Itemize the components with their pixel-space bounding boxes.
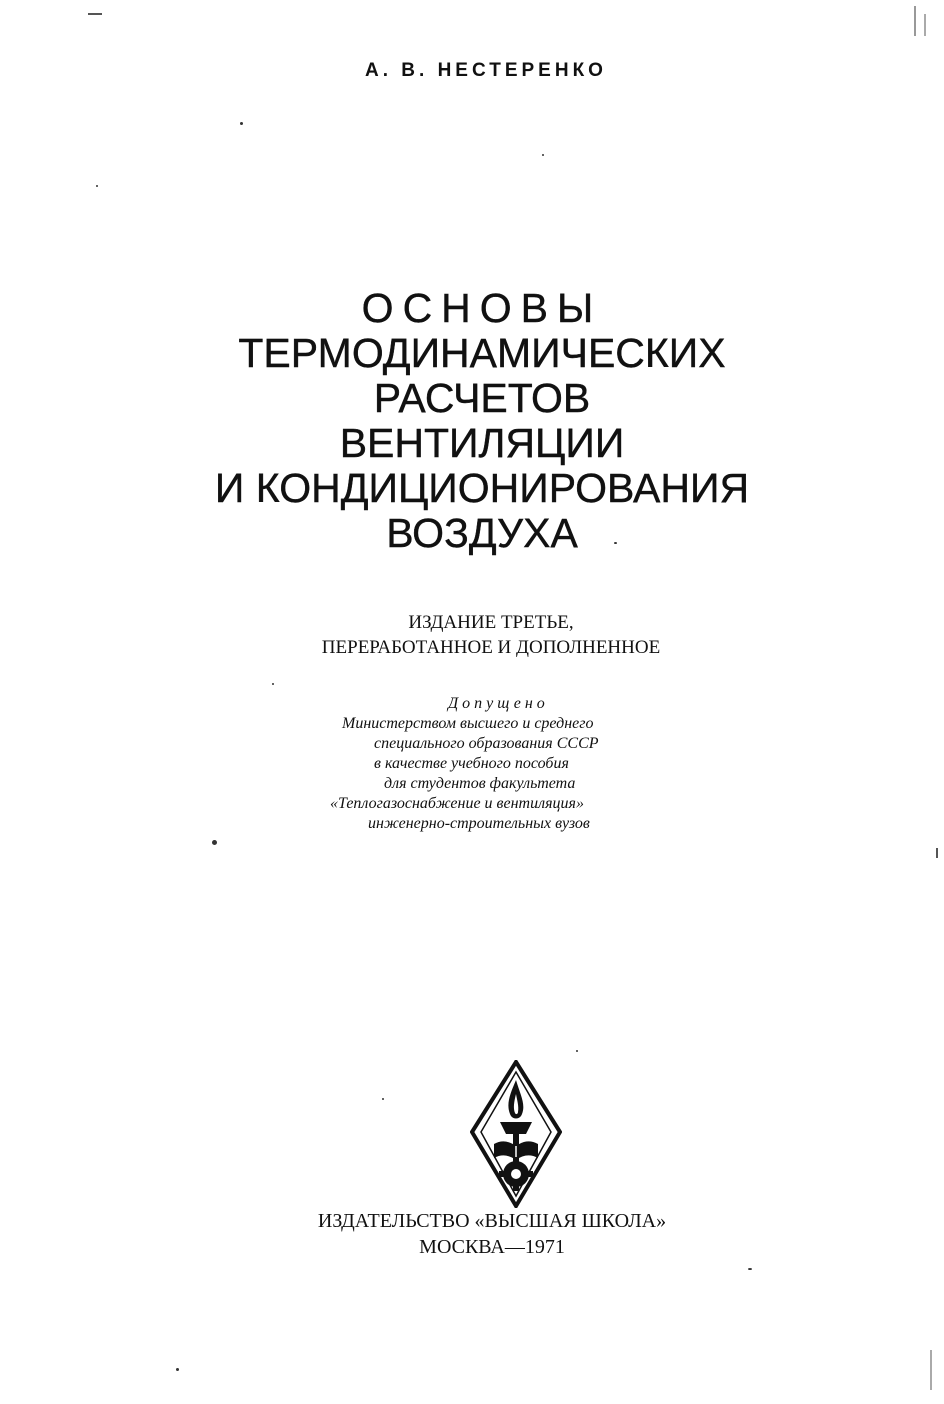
publisher-emblem-icon: [470, 1060, 562, 1208]
approval-line: инженерно-строительных вузов: [368, 815, 590, 832]
approval-line: «Теплогазоснабжение и вентиляция»: [330, 795, 584, 812]
scan-speck: [542, 154, 544, 156]
title-line: ВОЗДУХА: [386, 510, 578, 556]
scan-speck: [212, 840, 217, 845]
scan-speck: [748, 1268, 752, 1270]
approval-line: для студентов факультета: [384, 775, 576, 792]
edition-line: ИЗДАНИЕ ТРЕТЬЕ,: [408, 612, 574, 633]
scan-speck: [176, 1368, 179, 1371]
scan-speck: [240, 122, 243, 125]
edition-note: [0, 610, 944, 660]
approval-line: Министерством высшего и среднего: [342, 715, 594, 732]
author-name: А. В. НЕСТЕРЕНКО: [365, 60, 607, 81]
scan-edge-mark: [930, 1350, 932, 1390]
title-line: И КОНДИЦИОНИРОВАНИЯ: [214, 465, 750, 511]
title-line: РАСЧЕТОВ: [373, 375, 591, 421]
scan-speck: [576, 1050, 578, 1052]
book-title: [0, 286, 944, 556]
approval-line: специального образования СССР: [374, 735, 599, 752]
scan-speck: [272, 683, 274, 685]
approval-line: Допущено: [448, 695, 549, 712]
scan-edge-mark: [936, 848, 938, 858]
scan-edge-mark: [924, 14, 926, 36]
title-line: ТЕРМОДИНАМИЧЕСКИХ: [238, 330, 726, 376]
approval-note: [330, 694, 710, 834]
scan-speck: [96, 185, 98, 187]
title-line: ОСНОВЫ: [361, 285, 603, 331]
scan-speck: [382, 1098, 384, 1100]
publisher-imprint: [0, 1208, 944, 1260]
edition-line: ПЕРЕРАБОТАННОЕ И ДОПОЛНЕННОЕ: [321, 637, 661, 658]
publisher-name: ИЗДАТЕЛЬСТВО «ВЫСШАЯ ШКОЛА»: [317, 1210, 667, 1232]
scan-edge-mark: [88, 13, 102, 15]
approval-line: в качестве учебного пособия: [374, 755, 569, 772]
title-line: ВЕНТИЛЯЦИИ: [339, 420, 625, 466]
scan-edge-mark: [914, 6, 916, 36]
publication-place-year: МОСКВА—1971: [419, 1236, 565, 1258]
